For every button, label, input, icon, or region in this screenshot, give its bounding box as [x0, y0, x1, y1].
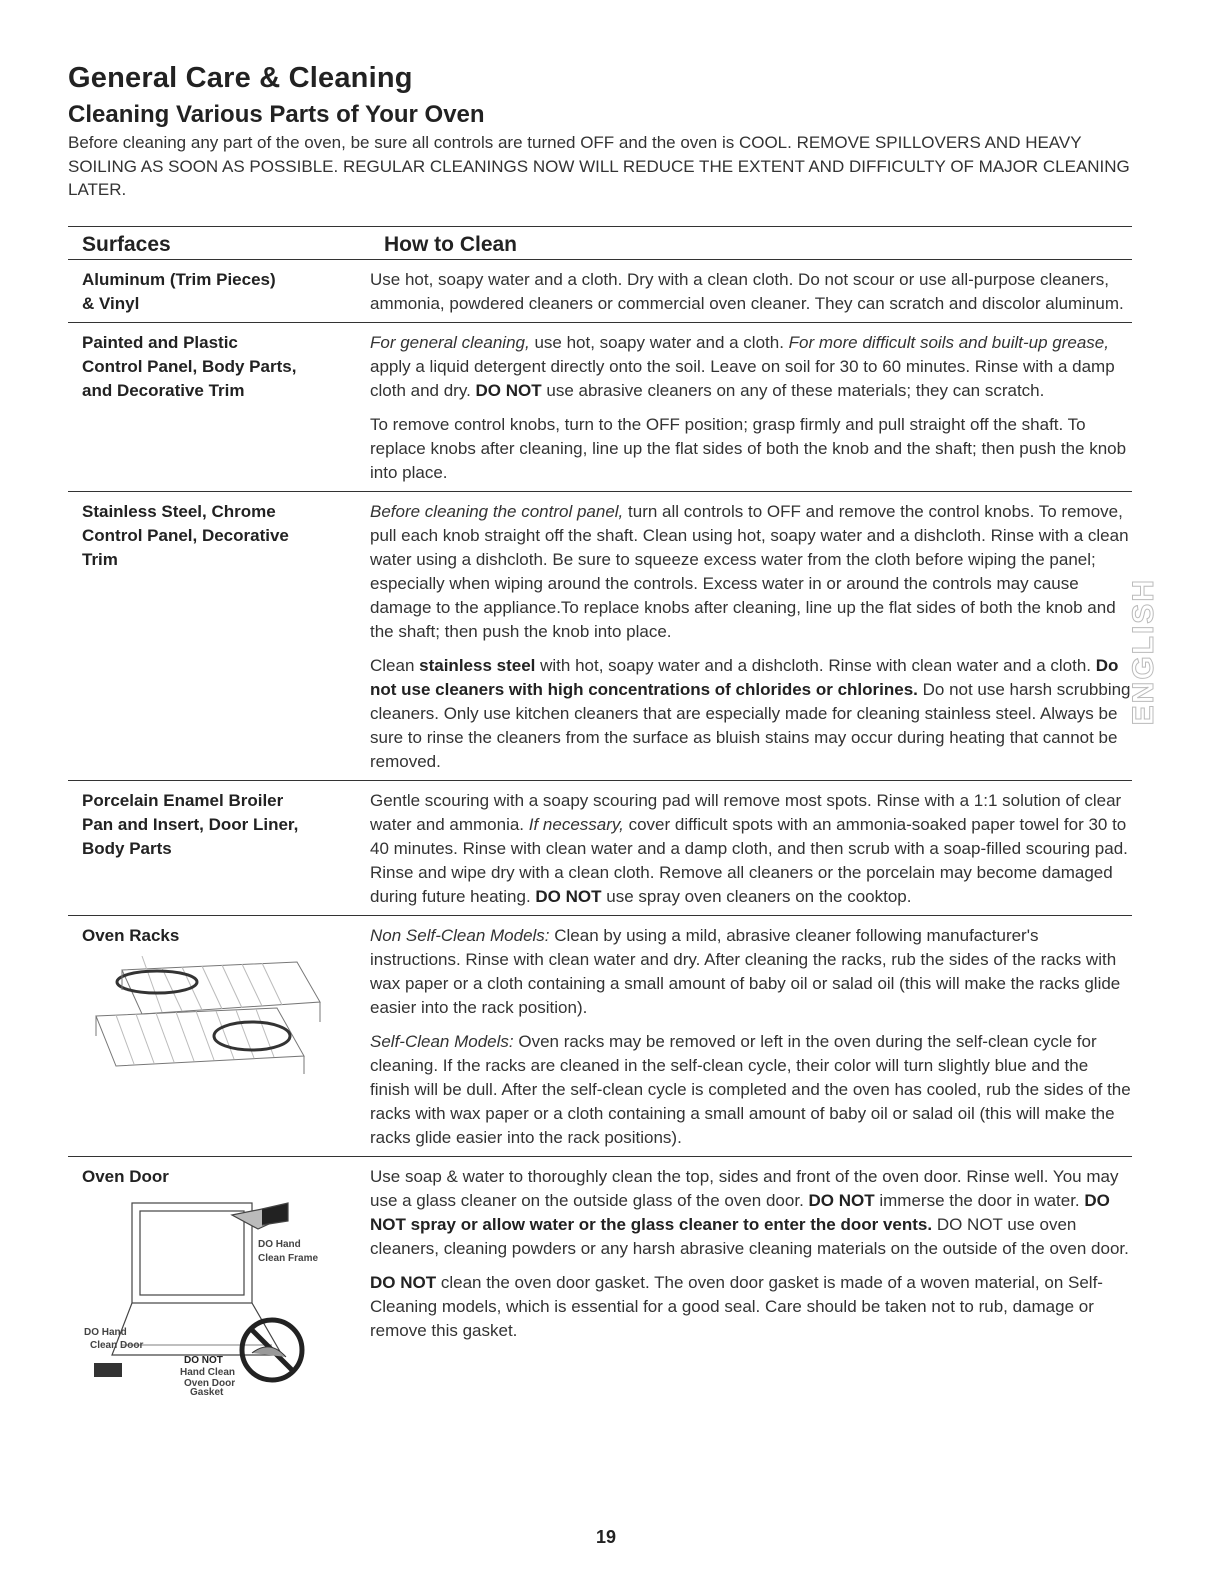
- table-row: [68, 916, 1132, 1157]
- oven-door-illustration: [82, 1185, 342, 1395]
- surface-label-line: Trim: [82, 549, 118, 569]
- header-surfaces: Surfaces: [82, 232, 171, 256]
- instruction-paragraph: [370, 654, 1132, 774]
- cleaning-instructions: [370, 500, 1132, 776]
- surface-label-line: Aluminum (Trim Pieces): [82, 269, 276, 289]
- emphasis-text: Self-Clean Models:: [370, 1031, 514, 1051]
- instruction-paragraph: [370, 331, 1132, 403]
- body-text: Oven racks may be removed or left in the oven during the self-clean cycle for cleaning. If the racks are cleaned in the self-clean cycle, their color will turn slightly blue and the finish will be dull. After the self-clean cycle is completed and the oven has cooled, rub the sides of the racks with wax paper or a cloth containing a small amount of baby oil or salad oil (this will make the racks glide easier into the rack positions).: [370, 1031, 1131, 1147]
- body-text: with hot, soapy water and a dishcloth. Rinse with clean water and a cloth.: [535, 655, 1096, 675]
- body-text: DO NOT use oven cleaners, cleaning powders or any harsh abrasive cleaning materials on the outside of the oven door.: [370, 1214, 1129, 1258]
- emphasis-text: For more difficult soils and built-up grease,: [788, 332, 1109, 352]
- label-gasket-2: Hand Clean: [180, 1366, 236, 1378]
- body-text: Use soap & water to thoroughly clean the top, sides and front of the oven door. Rinse well. You may use a glass cleaner on the outside glass of the oven door.: [370, 1166, 1119, 1210]
- label-frame-2: Clean Frame: [258, 1252, 319, 1264]
- body-text: Do not use harsh scrubbing cleaners. Only use kitchen cleaners that are especially made for cleaning stainless steel. Always be sure to rinse the cleaners from the surface as bluish stains may occur during heating that cannot be removed.: [370, 679, 1131, 771]
- instruction-paragraph: [370, 789, 1132, 909]
- surface-label: [68, 1165, 370, 1402]
- warning-text: Do not use cleaners with high concentrations of chlorides or chlorines.: [370, 655, 1119, 699]
- surface-label: [68, 268, 370, 318]
- cleaning-table: [68, 226, 1132, 1406]
- table-row: [68, 260, 1132, 323]
- instruction-paragraph: [370, 924, 1132, 1020]
- label-frame-1: DO Hand: [258, 1238, 301, 1250]
- instruction-paragraph: [370, 1165, 1132, 1261]
- warning-text: DO NOT: [808, 1190, 875, 1210]
- surface-label-line: Painted and Plastic: [82, 332, 238, 352]
- body-text: Gentle scouring with a soapy scouring pad will remove most spots. Rinse with a 1:1 solution of clear water and ammonia.: [370, 790, 1122, 834]
- surface-label: [68, 331, 370, 487]
- surface-label: [68, 789, 370, 911]
- page-content: [68, 62, 1132, 1406]
- surface-label: [68, 924, 370, 1152]
- body-text: Clean: [370, 655, 420, 675]
- emphasis-text: Non Self-Clean Models:: [370, 925, 550, 945]
- table-row: [68, 1157, 1132, 1406]
- emphasis-text: Before cleaning the control panel,: [370, 501, 624, 521]
- body-text: use hot, soapy water and a cloth.: [529, 332, 789, 352]
- surface-label-line: Body Parts: [82, 838, 172, 858]
- cleaning-instructions: [370, 268, 1132, 318]
- instruction-paragraph: To remove control knobs, turn to the OFF position; grasp firmly and pull straight off the shaft. To replace knobs after cleaning, line up the flat sides of both the knob and the shaft; then push the knob into place.: [370, 414, 1127, 482]
- table-row: [68, 492, 1132, 781]
- emphasis-text: For general cleaning,: [370, 332, 530, 352]
- surface-label-line: and Decorative Trim: [82, 380, 245, 400]
- body-text: Clean by using a mild, abrasive cleaner following manufacturer's instructions. Rinse with clean water and dry. After cleaning the racks, rub the sides of the racks with wax paper or a cloth containing a small amount of baby oil or salad oil (this will make the racks glide easier into the rack position).: [370, 925, 1121, 1017]
- label-door-1: DO Hand: [84, 1326, 127, 1338]
- bold-text: stainless steel: [419, 655, 536, 675]
- body-text: use spray oven cleaners on the cooktop.: [601, 886, 912, 906]
- cleaning-instructions: [370, 1165, 1132, 1402]
- label-door-2: Clean Door: [90, 1339, 144, 1351]
- body-text: apply a liquid detergent directly onto the soil. Leave on soil for 30 to 60 minutes. Rinse with a damp cloth and dry.: [370, 356, 1115, 400]
- label-gasket-4: Gasket: [190, 1386, 224, 1395]
- body-text: cover difficult spots with an ammonia-soaked paper towel for 30 to 40 minutes. Rinse with clean water and a damp cloth, and then scrub with a soap-filled scouring pad. Rinse and wipe dry with a clean cloth. Remove all cleaners or the porcelain may become damaged during future heating.: [370, 814, 1128, 906]
- warning-text: DO NOT: [475, 380, 542, 400]
- warning-text: DO NOT: [370, 1272, 437, 1292]
- surface-label-line: Control Panel, Body Parts,: [82, 356, 297, 376]
- surface-label-line: Oven Door: [82, 1166, 169, 1186]
- emphasis-text: If necessary,: [528, 814, 624, 834]
- instruction-paragraph: Use hot, soapy water and a cloth. Dry with a clean cloth. Do not scour or use all-purpose cleaners, ammonia, powdered cleaners or commercial oven cleaner. They can scratch and discolor aluminum.: [370, 269, 1124, 313]
- cleaning-instructions: [370, 789, 1132, 911]
- language-side-tab: [1128, 578, 1160, 731]
- body-text: clean the oven door gasket. The oven door gasket is made of a woven material, on Self-Cleaning models, which is essential for a good seal. Care should be taken not to rub, damage or remove this gasket.: [370, 1272, 1103, 1340]
- oven-racks-illustration: [82, 956, 322, 1086]
- instruction-paragraph: [370, 1271, 1132, 1343]
- section-heading: Cleaning Various Parts of Your Oven: [68, 101, 485, 128]
- surface-label-line: & Vinyl: [82, 293, 140, 313]
- surface-label-line: Control Panel, Decorative: [82, 525, 289, 545]
- cleaning-instructions: [370, 331, 1132, 487]
- body-text: use abrasive cleaners on any of these materials; they can scratch.: [541, 380, 1045, 400]
- surface-label-line: Pan and Insert, Door Liner,: [82, 814, 299, 834]
- label-gasket-3: Oven Door: [184, 1377, 236, 1389]
- instruction-paragraph: [370, 500, 1132, 644]
- header-how-to-clean: How to Clean: [384, 232, 518, 256]
- table-row: [68, 323, 1132, 492]
- body-text: turn all controls to OFF and remove the control knobs. To remove, pull each knob straight off the shaft. Clean using hot, soapy water and a dishcloth. Rinse with a clean water using a dishcloth. Be sure to squeeze excess water from the cloth before wiping the panel; especially when wiping around the controls. Excess water in or around the controls may cause damage to the appliance.To replace knobs after cleaning, line up the flat sides of both the knob and the shaft; then push the knob into place.: [370, 501, 1129, 641]
- intro-paragraph: Before cleaning any part of the oven, be sure all controls are turned OFF and the oven is COOL. REMOVE SPILLOVERS AND HEAVY SOILING AS SOON AS POSSIBLE. REGULAR CLEANINGS NOW WILL REDUCE THE EXTENT AND DIFFICULTY OF MAJOR CLEANING LATER.: [68, 133, 1130, 199]
- cleaning-instructions: [370, 924, 1132, 1152]
- instruction-paragraph: [370, 1030, 1132, 1150]
- page-number: 19: [595, 1527, 617, 1547]
- table-row: [68, 781, 1132, 916]
- table-header: [68, 227, 1132, 260]
- warning-text: DO NOT: [535, 886, 602, 906]
- warning-text: DO NOT spray or allow water or the glass cleaner to enter the door vents.: [370, 1190, 1110, 1234]
- side-tab-text: ENGLISH: [1127, 578, 1160, 726]
- surface-label-line: Oven Racks: [82, 925, 180, 945]
- page-heading: General Care & Cleaning: [68, 62, 413, 94]
- surface-label-line: Porcelain Enamel Broiler: [82, 790, 284, 810]
- label-gasket-1: DO NOT: [184, 1354, 223, 1366]
- surface-label-line: Stainless Steel, Chrome: [82, 501, 276, 521]
- body-text: immerse the door in water.: [874, 1190, 1085, 1210]
- surface-label: [68, 500, 370, 776]
